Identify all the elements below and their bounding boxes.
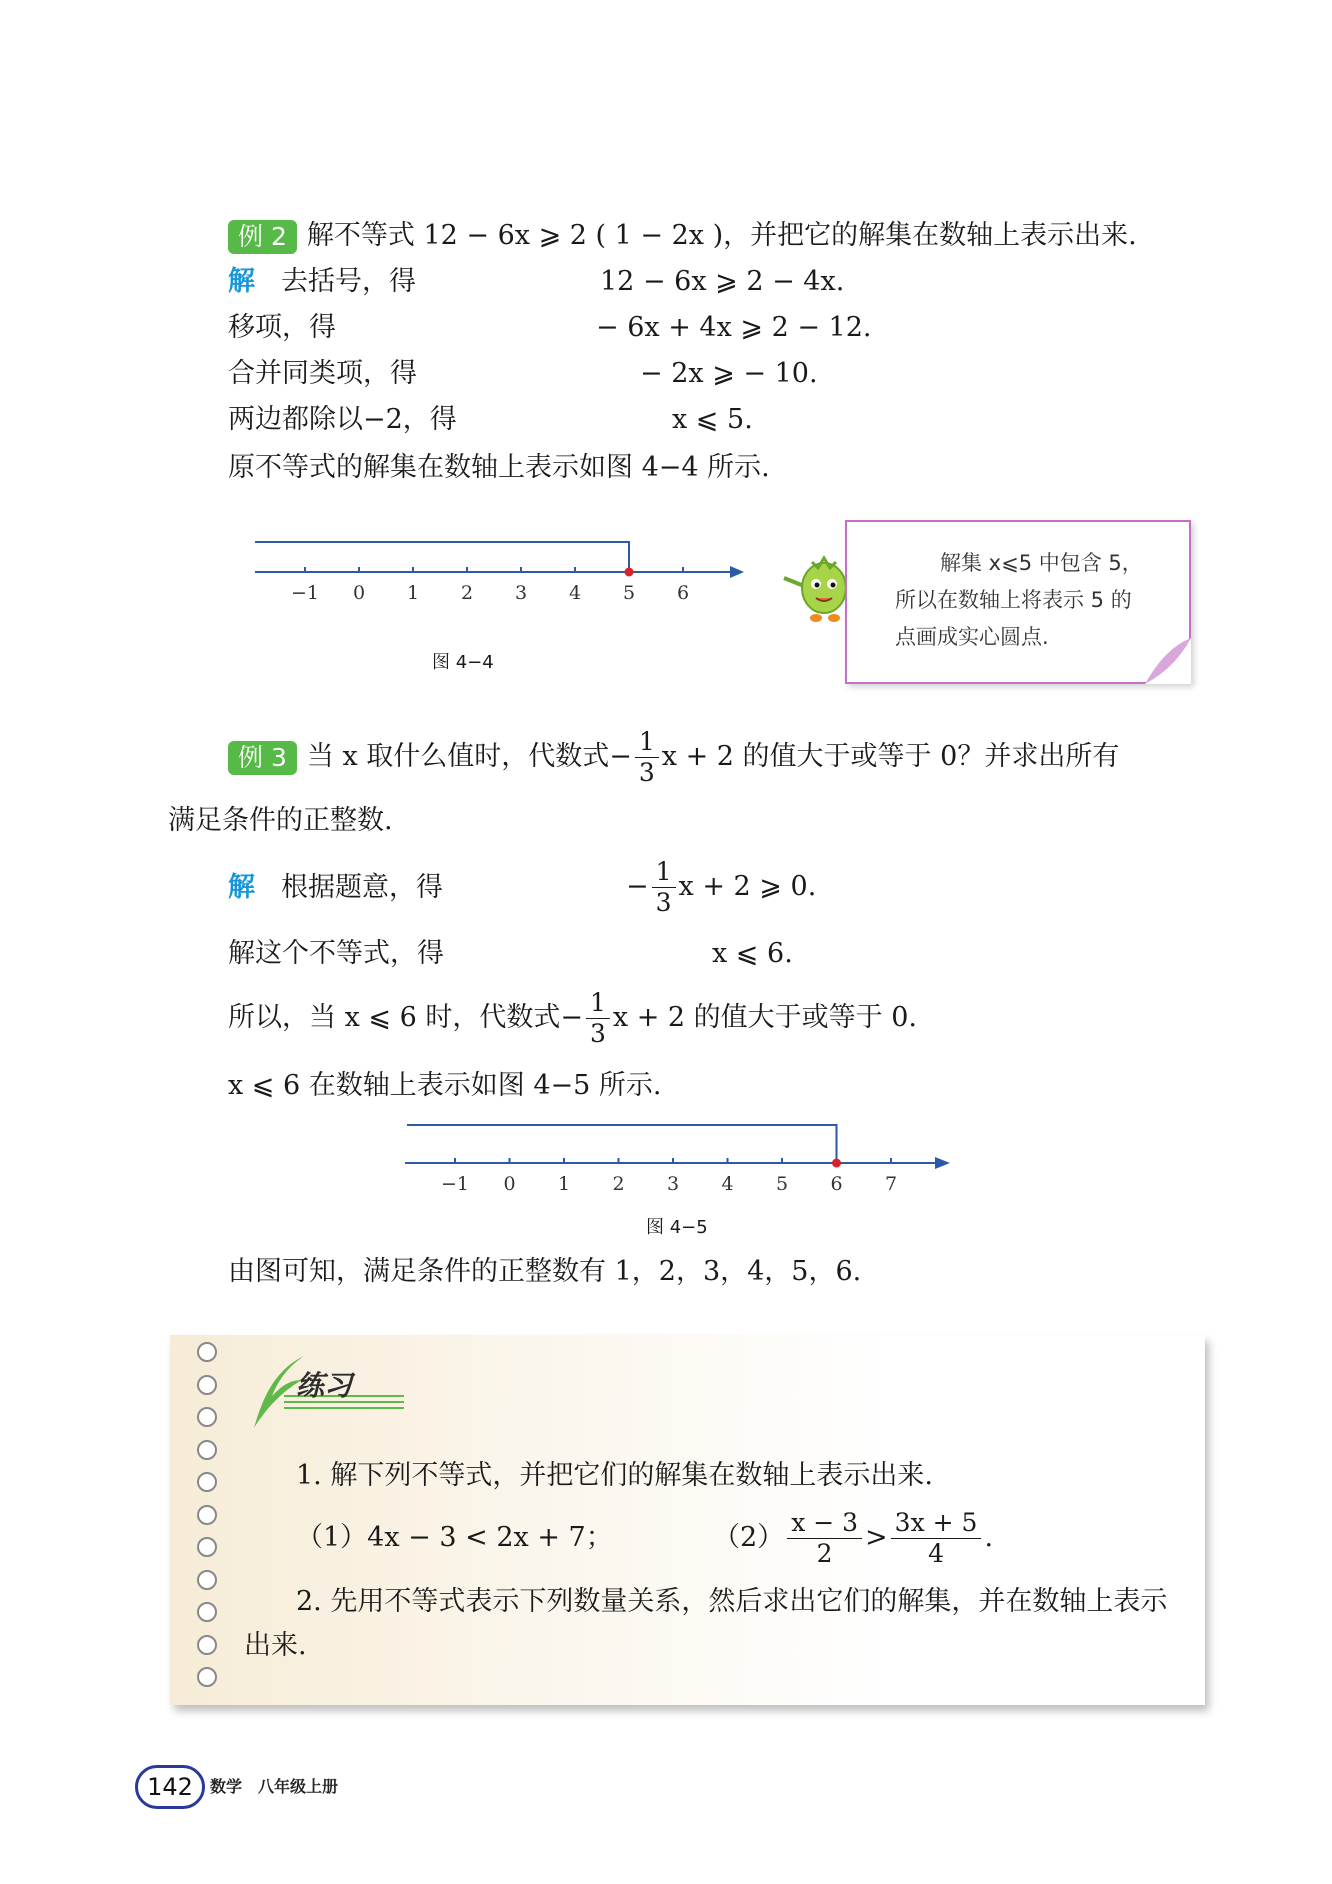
exercise-q1: 1. 解下列不等式，并把它们的解集在数轴上表示出来.	[296, 1460, 933, 1491]
step-expr: x ⩽ 5.	[672, 404, 753, 435]
example3-statement-line	[228, 722, 1119, 792]
axis-arrow	[730, 566, 744, 578]
solid-point	[625, 568, 634, 577]
solution-label: 解	[228, 872, 255, 903]
fraction-numerator: 1	[635, 727, 659, 758]
minus-sign: −	[626, 871, 649, 902]
binder-ring	[197, 1635, 217, 1655]
step-expr: − 2x ⩾ − 10.	[640, 358, 818, 389]
book-title: 数学 八年级上册	[210, 1777, 339, 1796]
binder-ring	[197, 1407, 217, 1427]
exercise-q1b	[713, 1503, 993, 1573]
q1b-operator: >	[865, 1522, 888, 1553]
so-text-a: 所以，当 x ⩽ 6 时，代数式−	[228, 1002, 583, 1033]
step-label: 移项，得	[228, 312, 336, 343]
fraction-denominator: 4	[928, 1539, 944, 1568]
axis-tick-label: 1	[406, 582, 420, 604]
axis-tick-label: 4	[568, 582, 582, 604]
exercise-title: 练习	[296, 1369, 353, 1402]
step-label: 解这个不等式，得	[228, 938, 444, 969]
example3-statement-b: x + 2 的值大于或等于 0？并求出所有	[661, 741, 1120, 772]
axis-tick-label: 2	[612, 1173, 625, 1195]
axis-tick-label: 0	[503, 1173, 516, 1195]
fraction-denominator: 3	[638, 758, 655, 787]
example3-statement-c: 满足条件的正整数.	[168, 805, 393, 836]
so-text-b: x + 2 的值大于或等于 0.	[612, 1002, 918, 1033]
note-line: 所以在数轴上将表示 5 的	[895, 588, 1132, 612]
fraction	[891, 1508, 982, 1569]
fraction-numerator: 1	[586, 988, 610, 1019]
figure45-caption: 图 4−5	[646, 1217, 708, 1238]
example2-step1	[228, 264, 416, 300]
axis-tick-label: 6	[676, 582, 690, 604]
axis-tick-label: 7	[884, 1173, 898, 1195]
fraction-numerator: 1	[652, 857, 676, 888]
fraction	[586, 988, 610, 1049]
step-label: 两边都除以−2，得	[228, 404, 457, 435]
binder-ring	[197, 1375, 217, 1395]
step-label: 根据题意，得	[281, 872, 443, 903]
step-expr: x + 2 ⩾ 0.	[678, 871, 817, 902]
axis-arrow	[935, 1157, 950, 1169]
fraction	[787, 1508, 862, 1569]
fraction-numerator: 3x + 5	[891, 1508, 982, 1539]
example2-conclusion: 原不等式的解集在数轴上表示如图 4−4 所示.	[228, 452, 770, 483]
step-expr: − 6x + 4x ⩾ 2 − 12.	[596, 312, 872, 343]
fraction-numerator: x − 3	[787, 1508, 862, 1539]
q1b-end: .	[984, 1522, 994, 1553]
fraction-denominator: 3	[589, 1019, 606, 1048]
axis-tick-label: −1	[440, 1173, 470, 1195]
axis-tick-label: 4	[721, 1173, 734, 1195]
binder-ring	[197, 1570, 217, 1590]
binder-ring	[197, 1440, 217, 1460]
axis-tick-label: 5	[622, 582, 636, 604]
solution-label: 解	[228, 266, 255, 297]
solution-range-line	[407, 1125, 837, 1163]
binder-ring	[197, 1472, 217, 1492]
figure44-caption: 图 4−4	[432, 652, 494, 673]
note-line: 点画成实心圆点.	[895, 625, 1049, 649]
axis-tick-label: 0	[352, 582, 366, 604]
example3-step1	[228, 870, 443, 906]
example2-statement-line	[228, 218, 1137, 254]
solution-range-line	[255, 542, 629, 572]
example-tag: 例 3	[228, 741, 297, 775]
page-number: 142	[135, 1765, 205, 1809]
fraction-denominator: 3	[655, 888, 672, 917]
axis-tick-label: 3	[514, 582, 528, 604]
solid-point	[832, 1159, 841, 1168]
step-expr: x ⩽ 6.	[712, 938, 793, 969]
axis-tick-label: 2	[460, 582, 474, 604]
page-curl-icon	[1145, 638, 1191, 684]
binder-ring	[197, 1342, 217, 1362]
figure44-number-line	[250, 530, 750, 610]
fraction	[652, 857, 676, 918]
binder-ring	[197, 1602, 217, 1622]
binder-ring	[197, 1537, 217, 1557]
axis-tick-label: 3	[666, 1173, 680, 1195]
step-label: 去括号，得	[281, 266, 416, 297]
binder-ring	[197, 1505, 217, 1525]
fraction	[635, 727, 659, 788]
example2-statement: 解不等式 12 − 6x ⩾ 2 ( 1 − 2x )，并把它的解集在数轴上表示出来.	[306, 220, 1137, 251]
axis-tick-label: 1	[557, 1173, 571, 1195]
figure45-number-line	[400, 1118, 960, 1198]
step-expr: 12 − 6x ⩾ 2 − 4x.	[600, 266, 845, 297]
example-tag: 例 2	[228, 220, 297, 254]
axis-tick-label: 5	[775, 1173, 789, 1195]
graph-text: x ⩽ 6 在数轴上表示如图 4−5 所示.	[228, 1070, 662, 1101]
axis-tick-label: −1	[290, 582, 320, 604]
example3-statement-a: 当 x 取什么值时，代数式−	[306, 741, 632, 772]
fraction-denominator: 2	[816, 1539, 833, 1568]
final-answer: 由图可知，满足条件的正整数有 1，2，3，4，5，6.	[228, 1256, 862, 1287]
exercise-q2: 2. 先用不等式表示下列数量关系，然后求出它们的解集，并在数轴上表示	[296, 1586, 1168, 1617]
step-label: 合并同类项，得	[228, 358, 417, 389]
example3-step1-expr	[626, 852, 816, 922]
binder-ring	[197, 1667, 217, 1687]
q1b-label: （2）	[713, 1522, 785, 1553]
example3-so-line	[228, 983, 917, 1053]
exercise-q2-cont: 出来.	[244, 1630, 307, 1661]
axis-tick-label: 6	[830, 1173, 843, 1195]
note-line: 解集 x⩽5 中包含 5，	[940, 551, 1143, 575]
exercise-q1a: （1）4x − 3 < 2x + 7；	[296, 1522, 613, 1553]
